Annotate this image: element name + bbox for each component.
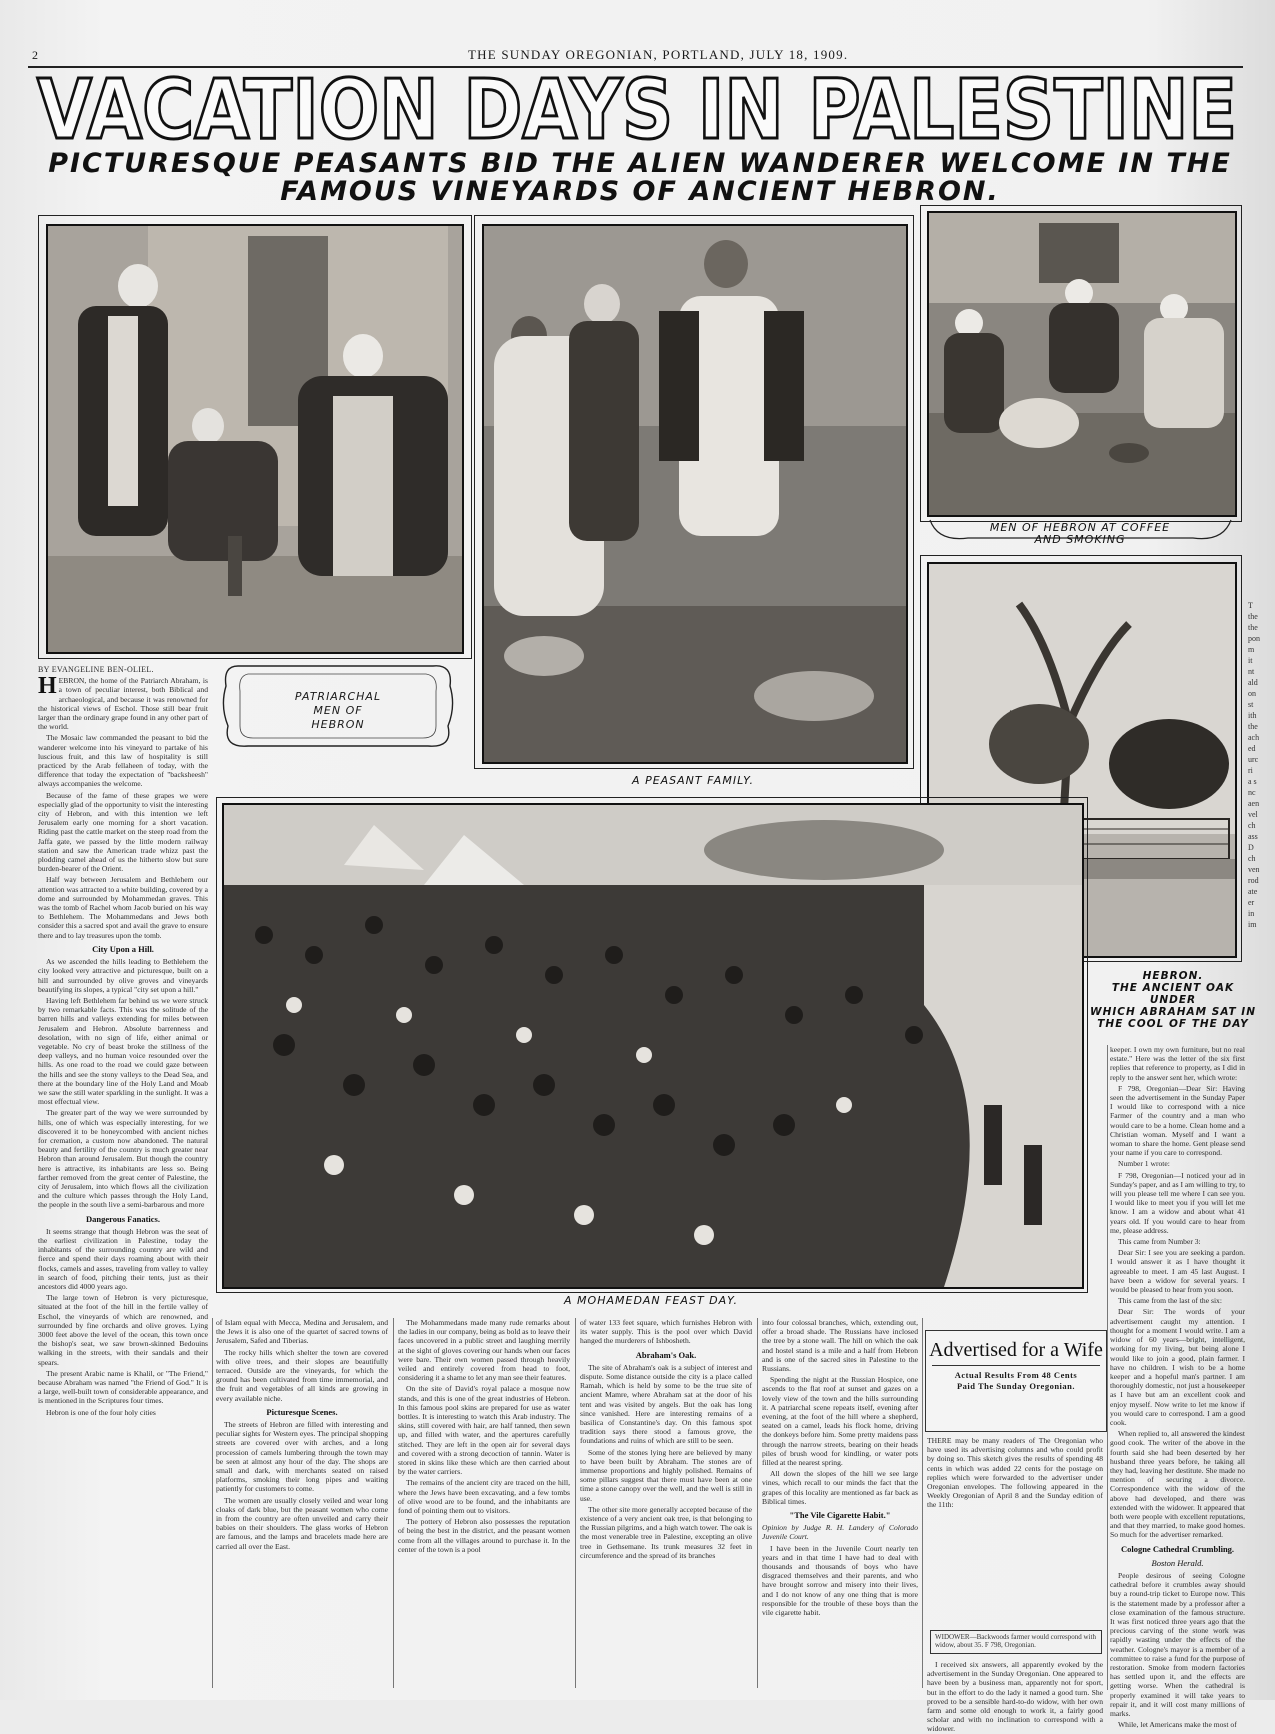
- edge-fragment: ald: [1248, 678, 1258, 687]
- column-rule: [212, 1318, 213, 1688]
- article-paragraph: Spending the night at the Russian Hospice, one ascends to the flat roof at sunset and gazes on a lovely view of the town and the hills surrounding it. A patriarchal scene repeats itself, evening after evening, at the foot of the hill where a shepherd, seated on a camel, leads his flock home, driving the donkeys before him. Some pretty maidens pass through the narrow streets, bearing on their heads piles of brush wood for kindling, or water pots filled at the nearest spring.: [762, 1375, 918, 1468]
- edge-fragment: ri: [1248, 766, 1253, 775]
- photo-feast-day: [222, 803, 1084, 1289]
- article-column-6-cont: [927, 1660, 1103, 1734]
- masthead: THE SUNDAY OREGONIAN, PORTLAND, JULY 18, 1909.: [468, 47, 849, 62]
- photo-peasant-family: [482, 224, 908, 764]
- caption-coffee-line-2: AND SMOKING: [1034, 533, 1126, 546]
- edge-fragment: m: [1248, 645, 1255, 654]
- article-paragraph: All down the slopes of the hill we see large vines, which recall to our minds the fact that the grapes of this locality are mentioned as far back as Biblical times.: [762, 1469, 918, 1506]
- widower-ad: WIDOWER—Backwoods farmer would correspond with widow, about 35. F 798, Oregonian.: [930, 1630, 1102, 1654]
- article-paragraph: Opinion by Judge R. H. Landery of Colorado Juvenile Court.: [762, 1523, 918, 1542]
- advertised-for-a-wife-box: [925, 1330, 1107, 1432]
- article-paragraph: of Islam equal with Mecca, Medina and Jerusalem, and the Jews it is also one of the quartet of sacred towns of Jerusalem, Safed and Tiberias.: [216, 1318, 388, 1346]
- article-paragraph: F 798, Oregonian—I noticed your ad in Sunday's paper, and as I am willing to try, to will you please tell me where I can see you. I would like to meet you if you will let me know. I am a widow and about what 41 years old. If you would care to hear from me, please address.: [1110, 1170, 1245, 1235]
- edge-fragment: im: [1248, 920, 1257, 929]
- article-column-7: [1110, 1045, 1245, 1730]
- ad-subtitle-1: Actual Results From 48 Cents: [954, 1370, 1078, 1380]
- article-paragraph: The Mohammedans made many rude remarks about the ladies in our company, being as bold as to leave their faces uncovered in a public street and laughing merrily at the sight of gloves covering our hands when our faces were bare. Their own women passed through heavily veiled and entirely covered from head to foot, considering it a shame to let any man see their features.: [398, 1318, 571, 1383]
- article-paragraph: Half way between Jerusalem and Bethlehem our attention was attracted to a white building, covered by a dome and surrounded by Mohammedan graves. This was the tomb of Rachel whom Jacob buried on his way to Bethlehem. The Mohammedans and Jews both consider this a sacred spot and avail the grave to ensure there and to lay treasures upon the tomb.: [38, 875, 208, 940]
- article-paragraph: EBRON, the home of the Patriarch Abraham, is a town of peculiar interest, both Biblical and archaeological, and because it was renowned for the historical views of Eschol. Those still bear fruit larger than the ordinary grape found in any other part of the world.: [38, 676, 208, 732]
- headline: [30, 63, 1245, 158]
- article-paragraph: While, let Americans make the most of: [1118, 1720, 1237, 1730]
- headline-text: VACATION DAYS IN PALESTINE: [37, 63, 1237, 158]
- edge-fragment: urc: [1248, 755, 1259, 764]
- article-paragraph: The site of Abraham's oak is a subject of interest and dispute. Some distance outside the city is a place called Ramah, which is held by some to be the true site of ancient Mamre, where Abraham sat at the door of his tent and was visited by angels. But the oak has long since vanished. Here are interesting remains of a basilica of Constantine's day. On this famous spot tradition says there stood a famous grove, the foundations and ruins of which are still to be seen.: [580, 1362, 752, 1446]
- edge-fragment: ith: [1248, 711, 1257, 720]
- article-paragraph: of water 133 feet square, which furnishes Hebron with its water supply. This is the pool over which David hanged the murderers of Ishbosheth.: [580, 1318, 752, 1346]
- adjacent-page-edge: [1248, 600, 1275, 1600]
- edge-fragment: ch: [1248, 854, 1256, 863]
- article-paragraph: This came from the last of the six:: [1118, 1296, 1222, 1306]
- edge-fragment: nt: [1248, 667, 1255, 676]
- photo-patriarchs: [46, 224, 464, 654]
- caption-feast: A MOHAMEDAN FEAST DAY.: [564, 1294, 738, 1307]
- article-paragraph: Because of the fame of these grapes we were especially glad of the opportunity to visit the interesting city of Hebron, and with this intention we left Jerusalem early one morning for a short vacation. Riding past the cattle market on the steep road from the Jaffa gate, we passed by the little modern railway station and saw the American trade whizz past the plodding camel ahead of us the hitherto slow but sure burden-bearer of the Orient.: [38, 790, 208, 874]
- edge-fragment: on: [1248, 689, 1256, 698]
- article-paragraph: The large town of Hebron is very picturesque, situated at the foot of the hill in the fertile valley of Eschol, the vineyards of which are renowned, and surrounded by fine orchards and olive groves. Lying 3000 feet above the level of the ocean, this town once the bishop's seat, we saw brown-skinned Bedouins walking in the streets, with their sandals and their spears.: [38, 1293, 208, 1367]
- caption-oak: [1088, 970, 1258, 1030]
- edge-fragment: aen: [1248, 799, 1260, 808]
- caption-peasant-family: A PEASANT FAMILY.: [632, 774, 754, 787]
- caption-oak-line-4: THE COOL OF THE DAY: [1097, 1018, 1249, 1030]
- source-line: Boston Herald.: [1151, 1557, 1204, 1568]
- edge-fragment: vel: [1248, 810, 1258, 819]
- subhead: Abraham's Oak.: [635, 1349, 697, 1360]
- edge-fragment: the: [1248, 623, 1258, 632]
- article-paragraph: The rocky hills which shelter the town are covered with olive trees, and their slopes are beautifully terraced. Outside are the vineyards, for which the ground has been cultivated from time immemorial, and the fruit and vegetables of all kinds are growing in every available niche.: [216, 1347, 388, 1403]
- ad-subtitle-2: Paid The Sunday Oregonian.: [956, 1381, 1076, 1391]
- article-paragraph: The present Arabic name is Khalil, or "The Friend," because Abraham was named "the Friend of God." It is a large, well-built town of considerable appearance, and is mentioned in the Scriptures four times.: [38, 1368, 209, 1406]
- article-paragraph: The pottery of Hebron also possesses the reputation of being the best in the district, and the peasant women come from all the villages around to purchase it. In the center of the town is a pool: [398, 1517, 570, 1554]
- column-rule: [922, 1318, 923, 1688]
- article-paragraph: Number 1 wrote:: [1118, 1159, 1170, 1169]
- edge-fragment: rod: [1248, 876, 1259, 885]
- article-paragraph: I have been in the Juvenile Court nearly ten years and in that time I have had to deal with thousands and thousands of boys who have disgraced themselves and their parents, and who have brought sorrow and misery into their lives, and I do not know of any one thing that is more responsible for the trouble of these boys than the vile cigarette habit.: [762, 1543, 918, 1618]
- article-paragraph: Dear Sir: I see you are seeking a pardon. I would answer it as I have thought it agreeable to meet. I am 45 last August. I have been a widow for several years. I would be pleased to hear from you soon.: [1110, 1248, 1245, 1295]
- edge-fragment: it: [1248, 656, 1253, 665]
- edge-fragment: D: [1248, 843, 1254, 852]
- caption-patriarchs: [258, 690, 418, 732]
- deck-line-1: PICTURESQUE PEASANTS BID THE ALIEN WANDERER WELCOME IN THE: [48, 148, 1232, 179]
- article-paragraph: Having left Bethlehem far behind us we were struck by two remarkable facts. This was the solitude of the barren hills and valleys extending for miles between Jerusalem and Hebron. Absolute barrenness and desolation, with no sign of life, either animal or vegetable. No cry of beast broke the stillness of the deep valleys, and no human voice resounded over the hills. As one road to the road we could gaze between the hills and see the stony valleys to the Dead Sea, and there at the boundary line of the Holy Land and Moab we saw the still water sparkling in the sunlight. It was a most effectual view.: [38, 995, 208, 1107]
- edge-fragment: er: [1248, 898, 1255, 907]
- edge-fragment: ch: [1248, 821, 1256, 830]
- ad-divider: [932, 1365, 1100, 1366]
- article-paragraph: Dear Sir: The words of your advertisement caught my attention. I thought for a moment I would write. I am a widow of 60 years—bright, intelligent, working for my living, but being alone I would like to join a good, plain farmer. I have no children. I wish to be a home keeper and a hopeful man's partner. I am thoroughly domestic, not just a housekeeper as I have but am an excellent cook and enjoy myself. Now write to let me know if you would care to correspond. I am a good cook.: [1110, 1307, 1245, 1427]
- article-paragraph: The women are usually closely veiled and wear long cloaks of dark blue, but the peasant women who come in from the country are often unveiled and carry their babies on their shoulders. The glass works of Hebron are famous, and the lamps and bracelets made here are carried all over the East.: [216, 1495, 388, 1551]
- caption-oak-line-3: WHICH ABRAHAM SAT IN: [1090, 1006, 1256, 1018]
- edge-fragment: the: [1248, 612, 1258, 621]
- article-column-1: [38, 665, 208, 1685]
- article-column-6: [927, 1436, 1103, 1626]
- article-paragraph: When replied to, all answered the kindest good cook. The writer of the above in the fourth said she had been deserted by her husband three years before, he taking all they had, leaving her destitute. She made no mention of securing a divorce. Correspondence with the widow of the above had developed, and there was extended with the widower. It appeared that both were people with excellent reputations, and that they married, to make good homes. So much for the advertiser remarked.: [1110, 1429, 1245, 1540]
- article-paragraph: into four colossal branches, which, extending out, offer a broad shade. The Russians have inclosed the tree by a stone wall. The hill on which the oak and hostel stand is a mile and a half from Hebron and is one of the sacred sites in Palestine to the Russians.: [762, 1318, 918, 1374]
- subhead: Dangerous Fanatics.: [86, 1213, 160, 1224]
- edge-fragment: in: [1248, 909, 1255, 918]
- photo-men-at-coffee: [927, 211, 1237, 517]
- edge-fragment: pon: [1248, 634, 1260, 643]
- article-paragraph: The greater part of the way we were surrounded by hills, one of which was especially interesting, for we discovered it to be honeycombed with ancient niches for cremation, a custom now abandoned. The natural beauty and fertility of the country is much greater near Hebron than around Jerusalem. But though the country here is attractive, its inhabitants are less so. Being farther removed from the great center of Palestine, the city of Jerusalem, into which flows all the civilization and the culture which passes through the Holy Land, the people in the south live a semi-barbarous and more: [38, 1108, 208, 1210]
- column-rule: [575, 1318, 576, 1688]
- article-paragraph: Hebron is one of the four holy cities: [46, 1407, 156, 1417]
- article-paragraph: Some of the stones lying here are believed by many to have been built by Abraham. The stones are of immense proportions and highly polished. Remains of some pillars suggest that there must have been at one time a stone canopy over the well, and the well is still in use.: [580, 1447, 752, 1503]
- article-paragraph: As we ascended the hills leading to Bethlehem the city looked very attractive and picturesque, built on a hill and surrounded by olive groves and vineyards beautifying its slopes, a typical "city set upon a hill.": [38, 957, 208, 994]
- caption-oak-line-1: HEBRON.: [1142, 970, 1204, 982]
- caption-patriarchs-line-1: PATRIARCHAL: [294, 690, 382, 703]
- edge-fragment: the: [1248, 722, 1258, 731]
- subhead: "The Vile Cigarette Habit.": [789, 1510, 891, 1521]
- edge-fragment: ate: [1248, 887, 1258, 896]
- caption-oak-line-2: THE ANCIENT OAK UNDER: [1111, 982, 1235, 1006]
- column-rule: [757, 1318, 758, 1688]
- edge-fragment: ass: [1248, 832, 1258, 841]
- article-paragraph: F 798, Oregonian—Dear Sir: Having seen the advertisement in the Sunday Paper I would like to correspond with a nice Farmer of the country and a man who would care to be a home. Clean home and a Christian woman. Myself and I want a woman to share the home. Gent please send your name if you care to correspond.: [1110, 1083, 1245, 1158]
- edge-fragment: T: [1248, 601, 1253, 610]
- article-paragraph: keeper. I own my own furniture, but no real estate." Here was the letter of the six first replies that reference to property, as I did in reply to the answer sent her, which wrote:: [1110, 1045, 1245, 1082]
- article-paragraph: This came from Number 3:: [1118, 1237, 1201, 1247]
- article-paragraph: It seems strange that though Hebron was the seat of the earliest civilization in Palestine, today the inhabitants of the surrounding country are wild and fierce and spend their days roaming about with their flocks, camels and asses, traveling from valley to valley in search of food, pitching their tents, just as their ancestors did 4000 years ago.: [38, 1226, 208, 1291]
- article-column-5: [762, 1318, 918, 1688]
- deck: [40, 150, 1240, 206]
- drop-cap: H: [38, 673, 57, 700]
- edge-fragment: a s: [1248, 777, 1257, 786]
- article-paragraph: The streets of Hebron are filled with interesting and peculiar sights for Western eyes. The principal shopping streets are covered over with arches, and a long procession of camels lumbering through the town may be seen at almost any hour of the day. The shops are small and dark, with merchants seated on raised platforms, smoking their long pipes and waiting patiently for customers to come.: [216, 1420, 388, 1494]
- subhead: Picturesque Scenes.: [266, 1406, 338, 1417]
- edge-fragment: ach: [1248, 733, 1260, 742]
- subhead: City Upon a Hill.: [92, 943, 154, 954]
- edge-fragment: nc: [1248, 788, 1256, 797]
- article-paragraph: I received six answers, all apparently evoked by the advertisement in the Sunday Oregonian. One appeared to have been by a business man, apparently not for sport, but in the effort to do the lady it named a good turn. She proved to be a sensible hard-to-do widow, with her own farm and some old enough to work it, a fairly good scholar and with no inclination to correspond with a widower.: [927, 1660, 1103, 1734]
- article-column-4: [580, 1318, 752, 1688]
- edge-fragment: ven: [1248, 865, 1260, 874]
- article-paragraph: People desirous of seeing Cologne cathedral before it crumbles away should buy a round-trip ticket to Europe now. This is the statement made by a professor after a close examination of the famous structure. It was first noticed three years ago that the precious carving of the stone work was rapidly wasting under the effects of the weather. Cologne's mayor is a member of a committee to raise a fund for the purpose of restoration. Smoke from modern factories has settled upon it, and the effects are getting worse. When the cathedral is properly examined it will take years to repair it, and it will cost many millions of marks.: [1110, 1570, 1245, 1719]
- deck-line-2: FAMOUS VINEYARDS OF ANCIENT HEBRON.: [280, 176, 1000, 207]
- caption-coffee-line-1: MEN OF HEBRON AT COFFEE: [989, 521, 1171, 534]
- caption-patriarchs-line-2: MEN OF: [313, 704, 363, 717]
- article-column-2: [216, 1318, 388, 1688]
- article-column-3: [398, 1318, 570, 1688]
- page-number: 2: [32, 48, 39, 62]
- subhead: Cologne Cathedral Crumbling.: [1120, 1543, 1235, 1554]
- caption-patriarchs-line-3: HEBRON: [311, 718, 365, 731]
- article-paragraph: THERE may be many readers of The Oregonian who have used its advertising columns and who could profit by doing so. This sketch gives the results of spending 48 cents in which was added 22 cents for the postage on replies which were forwarded to the advertiser under Oregonian envelopes. The following appeared in the Weekly Oregonian of April 8 and the Sunday edition of the 11th:: [927, 1436, 1103, 1510]
- article-paragraph: The other site more generally accepted because of the existence of a very ancient oak tree, is that belonging to the Russian pilgrims, and a high watch tower. The oak is the most venerable tree in Palestine, excepting an olive tree in Gethsemane. Its trunk measures 32 feet in circumference and the spread of its branches: [580, 1504, 752, 1560]
- byline: BY EVANGELINE BEN-OLIEL.: [38, 665, 154, 674]
- article-paragraph: On the site of David's royal palace a mosque now stands, and this is one of the great industries of Hebron. In this famous pool skins are prepared for use as water bottles. It is interesting to watch this Arab industry. The skins, still covered with hair, are half tanned, then sewn up, and filled with water, and the apertures carefully stitched. They are left in the open air for several days and covered with a strong decoction of tannin. Water is stored in skins like these which are then carried about by the water carriers.: [398, 1384, 570, 1477]
- caption-coffee: [930, 522, 1230, 546]
- ad-title: Advertised for a Wife: [929, 1339, 1103, 1361]
- column-rule: [393, 1318, 394, 1688]
- article-paragraph: The remains of the ancient city are traced on the hill, where the Jews have been excavating, and a few tombs of olive wood are to be found, and the inhabitants are fond of pointing them out to visitors.: [398, 1478, 570, 1516]
- article-paragraph: The Mosaic law commanded the peasant to bid the wanderer welcome into his vineyard to partake of his luscious fruit, and this law of hospitality is still practiced by the Arab fellaheen of today, with the difference that today the expectation of "backsheesh" always accompanies the welcome.: [38, 733, 208, 789]
- column-rule: [1107, 1045, 1108, 1690]
- edge-fragment: st: [1248, 700, 1254, 709]
- edge-fragment: ed: [1248, 744, 1256, 753]
